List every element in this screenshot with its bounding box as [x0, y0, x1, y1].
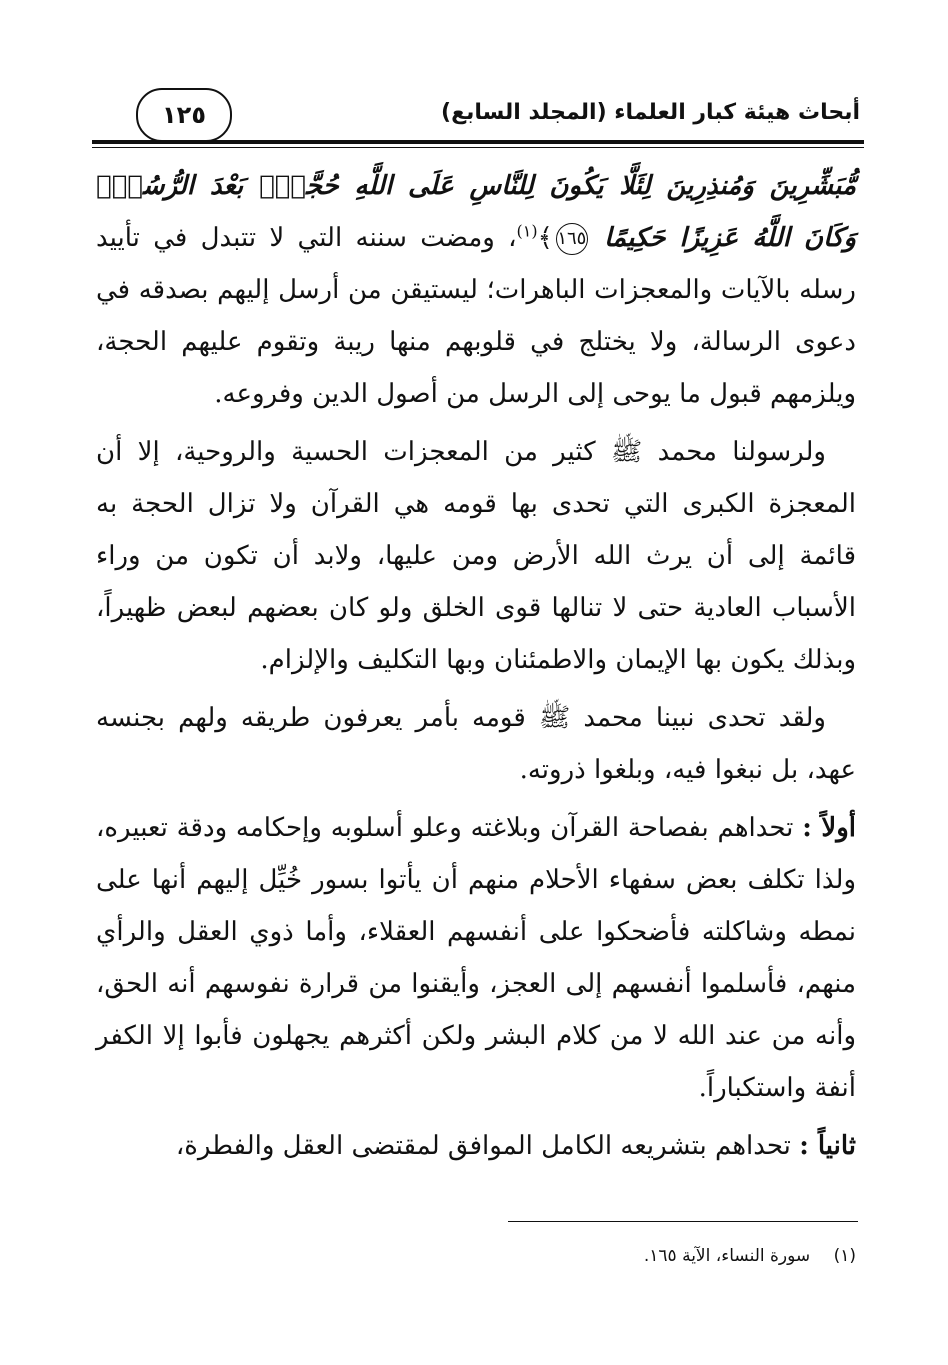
paragraph-3: ولقد تحدى نبينا محمد ﷺ قومه بأمر يعرفون طريقه ولهم بجنسه عهد، بل نبغوا فيه، وبلغوا ذروته.: [96, 703, 856, 785]
body-text: [96, 160, 856, 1178]
paragraph-4-text: تحداهم بفصاحة القرآن وبلاغته وعلو أسلوبه وإحكامه ودقة تعبيره، ولذا تكلف بعض سفهاء الأحلام منهم أن يأتوا بسور خُيِّل إليهم أنها على نمطه وشاكلته فأضحكوا على أنفسهم العقلاء، وأما ذوي العقل والرأي منهم، فأسلموا أنفسهم إلى العجز، وأيقنوا من قرارة نفوسهم أنه الحق، وأنه من عند الله لا من كلام البشر ولكن أكثرهم يجهلون فأبوا إلا الكفر أنفة واستكباراً.: [96, 813, 856, 1103]
quran-verse: مُّبَشِّرِينَ وَمُنذِرِينَ لِئَلَّا يَكُونَ لِلنَّاسِ عَلَى اللَّهِ حُجَّةٌۢ بَعْدَ الرُّسُلِۚ وَكَانَ اللَّهُ عَزِيزًا حَكِيمًا: [96, 171, 857, 253]
paragraph-1-text: ، ومضت سننه التي لا تتبدل في تأييد رسله بالآيات والمعجزات الباهرات؛ ليستيقن من أرسل إليهم بصدقه في دعوى الرسالة، ولا يختلج في قلوبهم منها ريبة وتقوم عليهم الحجة، ويلزمهم قبول ما يوحى إلى الرسل من أصول الدين وفروعه.: [96, 223, 856, 409]
page-number: ١٢٥: [136, 88, 232, 142]
paragraph-4: [96, 802, 856, 1114]
page-header: [92, 82, 864, 146]
footnote-number: (١): [833, 1246, 856, 1266]
footnote-text: سورة النساء، الآية ١٦٥.: [643, 1246, 811, 1266]
footnote-separator: [508, 1221, 858, 1222]
paragraph-4-lead: أولاً :: [802, 813, 857, 843]
footnote-reference: (١): [516, 221, 538, 241]
paragraph-1: [96, 160, 856, 420]
footnote: [96, 1246, 856, 1266]
paragraph-5-text: تحداهم بتشريعه الكامل الموافق لمقتضى العقل والفطرة،: [175, 1131, 791, 1161]
paragraph-5: [96, 1120, 856, 1172]
paragraph-5-lead: ثانياً :: [799, 1131, 856, 1161]
paragraph-2: ولرسولنا محمد ﷺ كثير من المعجزات الحسية والروحية، إلا أن المعجزة الكبرى التي تحدى بها قومه هي القرآن ولا تزال الحجة به قائمة إلى أن يرث الله الأرض ومن عليها، ولابد أن تكون من وراء الأسباب العادية حتى لا تنالها قوى الخلق ولو كان بعضهم لبعض ظهيراً، وبذلك يكون بها الإيمان والاطمئنان وبها التكليف والإلزام.: [96, 437, 856, 675]
header-rule-thin: [92, 147, 864, 148]
running-title: أبحاث هيئة كبار العلماء (المجلد السابع): [441, 100, 860, 125]
closing-quran-bracket: ﴾: [537, 223, 553, 253]
verse-number-marker: ١٦٥: [556, 223, 588, 255]
